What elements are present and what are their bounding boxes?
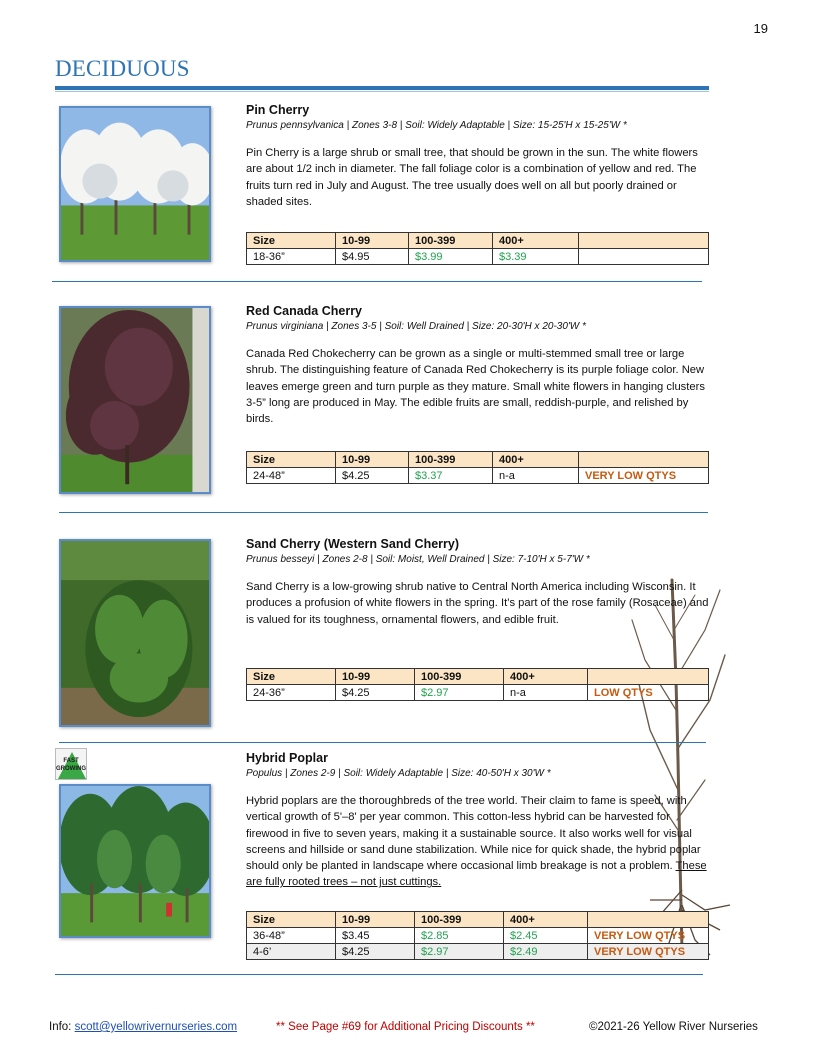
header-10-99: 10-99 <box>336 452 409 468</box>
section-divider <box>59 512 708 513</box>
table-header-row <box>247 669 709 685</box>
sand-cherry-meta: Prunus besseyi | Zones 2-8 | Soil: Moist, Well Drained | Size: 7-10'H x 5-7'W * <box>246 554 590 565</box>
price-cell: $3.45 <box>336 928 415 944</box>
header-400-plus: 400+ <box>504 912 588 928</box>
size-cell: 36-48” <box>247 928 336 944</box>
price-cell: $4.25 <box>336 468 409 484</box>
header-size: Size <box>247 669 336 685</box>
note-cell: VERY LOW QTYS <box>579 468 709 484</box>
note-cell: LOW QTYS <box>588 685 709 701</box>
table-row <box>247 249 709 265</box>
red-canada-cherry-photo <box>59 306 211 494</box>
sand-cherry-price-table <box>246 668 709 701</box>
price-cell: $2.45 <box>504 928 588 944</box>
price-cell: $4.95 <box>336 249 409 265</box>
pin-cherry-description: Pin Cherry is a large shrub or small tree, that should be grown in the sun. The white flowers are about 1/2 inch in diameter. The fall foliage color is a combination of yellow and red. The fruits turn red in July and August. The tree usually does well on all but poorly drained or shaded sites. <box>246 147 698 208</box>
header-400-plus: 400+ <box>493 233 579 249</box>
sand-cherry-name: Sand Cherry (Western Sand Cherry) <box>246 537 460 551</box>
description-text: Hybrid poplars are the thoroughbreds of the tree world. Their claim to fame is speed, with vertical growth of 5'–8' per year common. This cotton-less hybrid can be harvested for firewood in five to seven years, making it a sustainable source. It also works well for visual screens and hillside or sand dune stabilization. While nice for quick shade, the hybrid poplar should only be planted in landscape where occasional limb breakage is not a problem. <box>246 795 701 873</box>
header-note <box>579 452 709 468</box>
red-canada-cherry-name: Red Canada Cherry <box>246 304 363 318</box>
header-10-99: 10-99 <box>336 912 415 928</box>
header-10-99: 10-99 <box>336 669 415 685</box>
price-cell: $3.39 <box>493 249 579 265</box>
footer-info <box>49 1021 237 1033</box>
size-cell: 18-36” <box>247 249 336 265</box>
fast-growing-badge-icon <box>55 748 87 780</box>
header-note <box>588 669 709 685</box>
pin-cherry-name: Pin Cherry <box>246 103 310 117</box>
header-400-plus: 400+ <box>504 669 588 685</box>
pin-cherry-price-table <box>246 232 709 265</box>
section-title: DECIDUOUS <box>55 56 190 81</box>
header-100-399: 100-399 <box>409 452 493 468</box>
red-canada-cherry-meta: Prunus virginiana | Zones 3-5 | Soil: Well Drained | Size: 20-30'H x 20-30'W * <box>246 321 586 332</box>
header-size: Size <box>247 912 336 928</box>
pin-cherry-photo <box>59 106 211 262</box>
red-canada-cherry-description: Canada Red Chokecherry can be grown as a single or multi-stemmed small tree or large shrub. The distinguishing feature of Canada Red Chokecherry is its purple foliage color. New leaves emerge green and turn purple as they mature. Small white flowers in hanging clusters 3-5” long are produced in May. The edible fruits are small, reddish-purple, and relished by birds. <box>246 348 705 426</box>
price-cell: $2.85 <box>415 928 504 944</box>
hybrid-poplar-meta: Populus | Zones 2-9 | Soil: Widely Adaptable | Size: 40-50'H x 30'W * <box>246 768 551 779</box>
header-size: Size <box>247 233 336 249</box>
sand-cherry-description: Sand Cherry is a low-growing shrub native to Central North America including Wisconsin. It produces a profusion of white flowers in the spring. It’s part of the rose family (Rosaceae) and is valued for its toughness, ornamental flowers, and edible fruit. <box>246 581 709 626</box>
price-cell: $3.37 <box>409 468 493 484</box>
header-10-99: 10-99 <box>336 233 409 249</box>
section-divider <box>52 281 702 282</box>
table-header-row <box>247 912 709 928</box>
footer-email-link[interactable]: scott@yellowrivernurseries.com <box>74 1021 238 1033</box>
header-400-plus: 400+ <box>493 452 579 468</box>
price-cell: $4.25 <box>336 944 415 960</box>
price-cell: n-a <box>493 468 579 484</box>
price-cell: n-a <box>504 685 588 701</box>
note-cell <box>579 249 709 265</box>
badge-text: GROWING <box>56 766 86 772</box>
title-rule <box>55 86 709 90</box>
table-row <box>247 928 709 944</box>
note-cell: VERY LOW QTYS <box>588 928 709 944</box>
footer-discount-note: ** See Page #69 for Additional Pricing Discounts ** <box>276 1021 535 1033</box>
price-cell: $4.25 <box>336 685 415 701</box>
pin-cherry-meta: Prunus pennsylvanica | Zones 3-8 | Soil: Widely Adaptable | Size: 15-25'H x 15-25'W * <box>246 120 627 131</box>
table-row <box>247 944 709 960</box>
sand-cherry-photo <box>59 539 211 727</box>
note-cell: VERY LOW QTYS <box>588 944 709 960</box>
header-note <box>588 912 709 928</box>
hybrid-poplar-photo <box>59 784 211 938</box>
header-100-399: 100-399 <box>409 233 493 249</box>
table-header-row <box>247 233 709 249</box>
table-header-row <box>247 452 709 468</box>
header-100-399: 100-399 <box>415 669 504 685</box>
hybrid-poplar-name: Hybrid Poplar <box>246 751 328 765</box>
red-canada-cherry-price-table <box>246 451 709 484</box>
size-cell: 4-6’ <box>247 944 336 960</box>
size-cell: 24-48” <box>247 468 336 484</box>
header-100-399: 100-399 <box>415 912 504 928</box>
table-row <box>247 468 709 484</box>
section-divider <box>59 742 706 743</box>
header-size: Size <box>247 452 336 468</box>
size-cell: 24-36” <box>247 685 336 701</box>
footer-copyright: ©2021-26 Yellow River Nurseries <box>589 1021 758 1033</box>
hybrid-poplar-price-table <box>246 911 709 960</box>
price-cell: $2.97 <box>415 685 504 701</box>
footer-info-label: Info: <box>49 1021 72 1033</box>
rooted-trees-note: These are fully rooted trees – not just cuttings. <box>246 860 707 889</box>
section-divider <box>55 974 703 975</box>
hybrid-poplar-description <box>246 793 710 891</box>
header-note <box>579 233 709 249</box>
price-cell: $2.97 <box>415 944 504 960</box>
price-cell: $2.49 <box>504 944 588 960</box>
page-number: 19 <box>753 21 768 36</box>
price-cell: $3.99 <box>409 249 493 265</box>
badge-text: FAST <box>63 758 79 764</box>
table-row <box>247 685 709 701</box>
